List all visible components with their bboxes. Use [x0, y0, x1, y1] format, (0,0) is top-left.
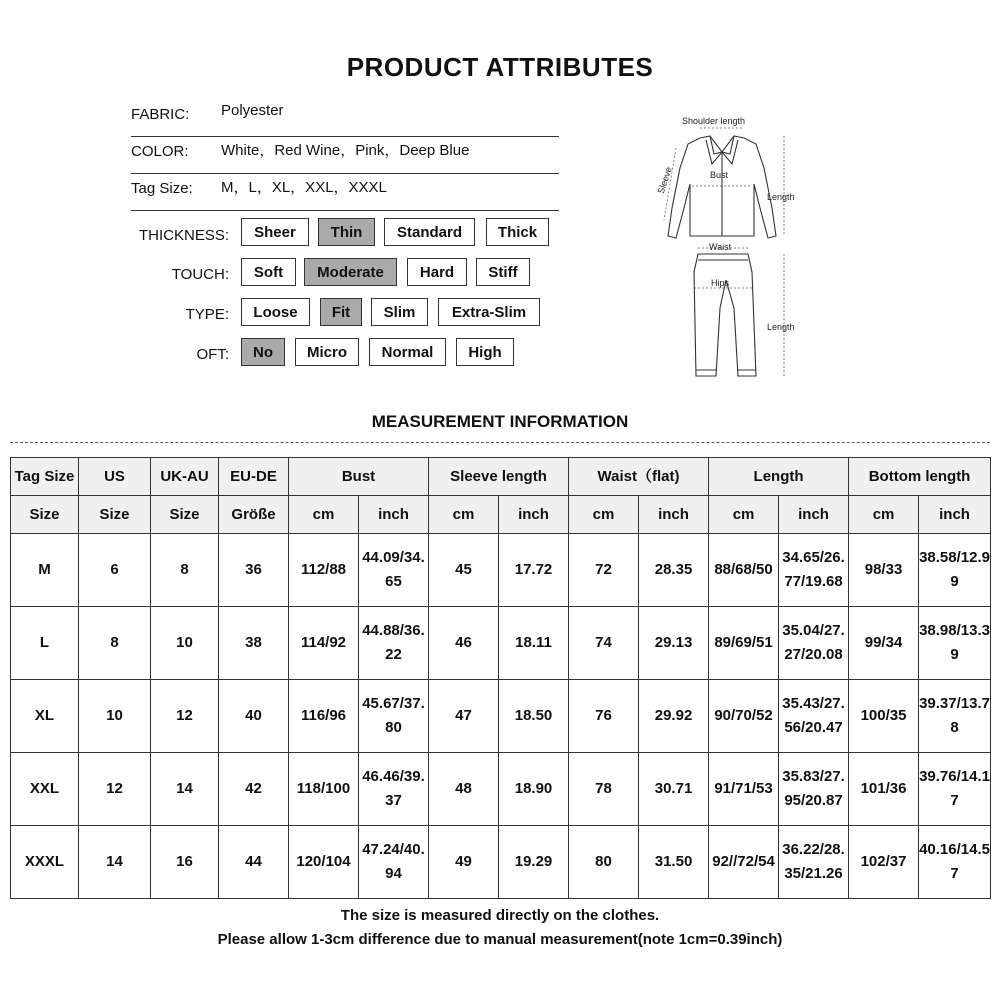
table-cell: XL	[11, 680, 79, 753]
table-cell: 91/71/53	[709, 753, 779, 826]
table-cell: 6	[79, 534, 151, 607]
table-row	[11, 680, 991, 753]
header-cell: EU-DE	[219, 458, 289, 496]
table-cell: 92//72/54	[709, 826, 779, 899]
measurement-table	[10, 457, 991, 899]
header-cell: Sleeve length	[429, 458, 569, 496]
subheader-cell: cm	[709, 496, 779, 534]
table-cell: 31.50	[639, 826, 709, 899]
page-title: PRODUCT ATTRIBUTES	[346, 52, 654, 82]
hips-label: Hips	[711, 278, 730, 288]
table-cell: 18.90	[499, 753, 569, 826]
table-cell: 44	[219, 826, 289, 899]
header-cell: Length	[709, 458, 849, 496]
subheader-cell: inch	[639, 496, 709, 534]
oft-option-micro: Micro	[295, 338, 359, 366]
table-cell: 19.29	[499, 826, 569, 899]
table-cell: 36	[219, 534, 289, 607]
table-row	[11, 826, 991, 899]
header-cell: Bottom length	[849, 458, 991, 496]
attr-label: COLOR:	[131, 143, 189, 160]
attr-value: M，L，XL，XXL，XXXL	[221, 179, 387, 196]
table-row	[11, 534, 991, 607]
table-cell: 118/100	[289, 753, 359, 826]
note-line-1: The size is measured directly on the clothes.	[340, 907, 660, 924]
subheader-cell: inch	[359, 496, 429, 534]
type-option-loose: Loose	[241, 298, 310, 326]
type-option-slim: Slim	[371, 298, 428, 326]
attr-row-fabric	[131, 100, 559, 137]
subheader-cell: cm	[849, 496, 919, 534]
table-cell: 102/37	[849, 826, 919, 899]
table-cell: 89/69/51	[709, 607, 779, 680]
touch-option-hard: Hard	[407, 258, 467, 286]
table-cell: 101/36	[849, 753, 919, 826]
table-cell: 28.35	[639, 534, 709, 607]
touch-option-moderate: Moderate	[304, 258, 397, 286]
waist-label: Waist	[709, 242, 732, 252]
header-cell: US	[79, 458, 151, 496]
type-option-fit: Fit	[320, 298, 362, 326]
table-row	[11, 753, 991, 826]
oft-option-high: High	[456, 338, 514, 366]
thickness-option-thin: Thin	[318, 218, 375, 246]
table-cell: 29.13	[639, 607, 709, 680]
table-cell: 116/96	[289, 680, 359, 753]
table-cell: 12	[79, 753, 151, 826]
table-cell: 30.71	[639, 753, 709, 826]
type-label: TYPE:	[185, 306, 229, 323]
bottom-length-label: Length	[767, 322, 795, 332]
table-cell: 16	[151, 826, 219, 899]
table-cell: 76	[569, 680, 639, 753]
subheader-cell: Size	[151, 496, 219, 534]
table-cell: 38.58/12.99	[919, 534, 991, 607]
table-cell: M	[11, 534, 79, 607]
table-cell: 74	[569, 607, 639, 680]
table-cell: 38	[219, 607, 289, 680]
table-cell: 47.24/40.94	[359, 826, 429, 899]
table-cell: 49	[429, 826, 499, 899]
table-cell: 35.83/27.95/20.87	[779, 753, 849, 826]
thickness-option-thick: Thick	[486, 218, 549, 246]
table-cell: 46	[429, 607, 499, 680]
attr-row-tag-size	[131, 174, 559, 211]
oft-label: OFT:	[196, 346, 229, 363]
table-cell: 46.46/39.37	[359, 753, 429, 826]
sleeve-label: Sleeve	[655, 165, 674, 195]
measurement-title: MEASUREMENT INFORMATION	[371, 412, 629, 431]
thickness-label: THICKNESS:	[138, 227, 229, 244]
table-cell: XXL	[11, 753, 79, 826]
table-cell: 42	[219, 753, 289, 826]
table-cell: 38.98/13.39	[919, 607, 991, 680]
attr-row-color	[131, 137, 559, 174]
touch-label: TOUCH:	[171, 266, 229, 283]
attr-value: Polyester	[221, 102, 284, 119]
table-cell: 34.65/26.77/19.68	[779, 534, 849, 607]
type-option-extra-slim: Extra-Slim	[438, 298, 540, 326]
table-cell: 14	[79, 826, 151, 899]
subheader-cell: Größe	[219, 496, 289, 534]
table-body	[11, 534, 991, 899]
touch-option-soft: Soft	[241, 258, 296, 286]
table-cell: 18.50	[499, 680, 569, 753]
table-cell: 14	[151, 753, 219, 826]
subheader-cell: cm	[429, 496, 499, 534]
table-cell: XXXL	[11, 826, 79, 899]
table-cell: 47	[429, 680, 499, 753]
attr-label: FABRIC:	[131, 106, 190, 123]
table-cell: 88/68/50	[709, 534, 779, 607]
thickness-option-sheer: Sheer	[241, 218, 309, 246]
subheader-cell: cm	[289, 496, 359, 534]
table-cell: 40.16/14.57	[919, 826, 991, 899]
table-cell: 120/104	[289, 826, 359, 899]
table-cell: 112/88	[289, 534, 359, 607]
table-cell: 100/35	[849, 680, 919, 753]
subheader-cell: Size	[79, 496, 151, 534]
oft-option-no: No	[241, 338, 285, 366]
table-subheader-row	[11, 496, 991, 534]
table-cell: 72	[569, 534, 639, 607]
subheader-cell: Size	[11, 496, 79, 534]
table-cell: 45	[429, 534, 499, 607]
subheader-cell: inch	[919, 496, 991, 534]
table-cell: 98/33	[849, 534, 919, 607]
thickness-option-standard: Standard	[384, 218, 475, 246]
table-cell: 29.92	[639, 680, 709, 753]
table-cell: 39.76/14.17	[919, 753, 991, 826]
table-cell: 78	[569, 753, 639, 826]
table-cell: 36.22/28.35/21.26	[779, 826, 849, 899]
header-cell: Tag Size	[11, 458, 79, 496]
bust-label: Bust	[710, 170, 729, 180]
attr-value: White，Red Wine，Pink，Deep Blue	[221, 142, 470, 159]
table-cell: 39.37/13.78	[919, 680, 991, 753]
table-header-row	[11, 458, 991, 496]
table-cell: 44.88/36.22	[359, 607, 429, 680]
table-cell: 90/70/52	[709, 680, 779, 753]
table-cell: 18.11	[499, 607, 569, 680]
subheader-cell: inch	[499, 496, 569, 534]
table-cell: L	[11, 607, 79, 680]
table-cell: 12	[151, 680, 219, 753]
garment-measurement-diagram	[650, 108, 810, 388]
table-cell: 99/34	[849, 607, 919, 680]
table-cell: 45.67/37.80	[359, 680, 429, 753]
dashed-divider	[10, 442, 990, 443]
pants-outline	[694, 254, 756, 376]
table-cell: 35.43/27.56/20.47	[779, 680, 849, 753]
header-cell: UK-AU	[151, 458, 219, 496]
shoulder-length-label: Shoulder length	[682, 116, 746, 126]
subheader-cell: cm	[569, 496, 639, 534]
table-cell: 48	[429, 753, 499, 826]
table-cell: 35.04/27.27/20.08	[779, 607, 849, 680]
attr-label: Tag Size:	[131, 180, 193, 197]
table-cell: 80	[569, 826, 639, 899]
note-line-2: Please allow 1-3cm difference due to manual measurement(note 1cm=0.39inch)	[217, 931, 783, 948]
table-row	[11, 607, 991, 680]
top-length-label: Length	[767, 192, 795, 202]
table-cell: 10	[151, 607, 219, 680]
table-cell: 44.09/34.65	[359, 534, 429, 607]
touch-option-stiff: Stiff	[476, 258, 530, 286]
table-cell: 17.72	[499, 534, 569, 607]
oft-option-normal: Normal	[369, 338, 446, 366]
header-cell: Waist（flat)	[569, 458, 709, 496]
table-cell: 10	[79, 680, 151, 753]
table-cell: 40	[219, 680, 289, 753]
table-cell: 8	[79, 607, 151, 680]
table-cell: 114/92	[289, 607, 359, 680]
table-cell: 8	[151, 534, 219, 607]
subheader-cell: inch	[779, 496, 849, 534]
header-cell: Bust	[289, 458, 429, 496]
